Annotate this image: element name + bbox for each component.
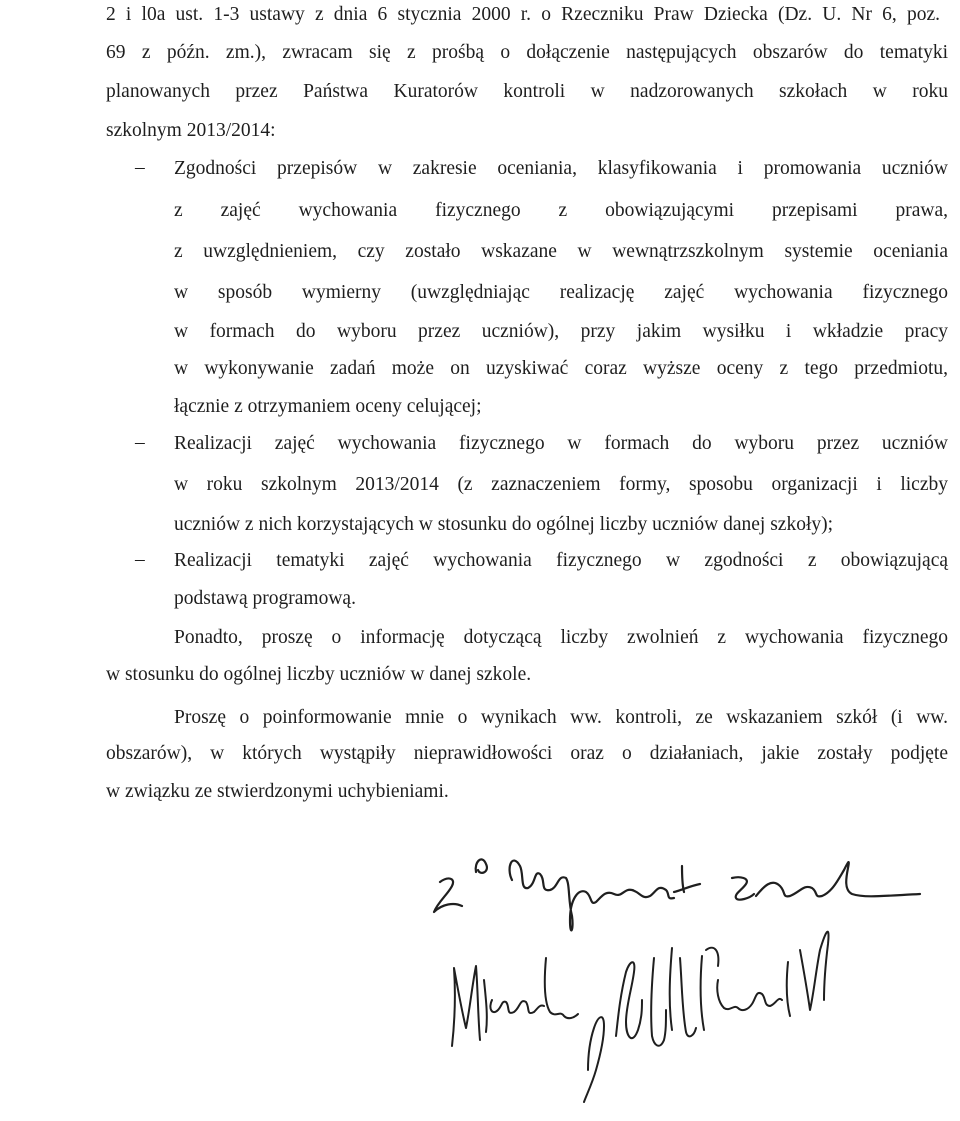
list-item-line: łącznie z otrzymaniem oceny celującej; (174, 396, 482, 417)
list-item-line: w sposób wymierny (uwzględniając realizację zajęć wychowania fizycznego (174, 282, 948, 303)
text-line: obszarów), w których wystąpiły nieprawidłowości oraz o działaniach, jakie zostały podjęte (106, 743, 948, 764)
list-item-line: w wykonywanie zadań może on uzyskiwać coraz wyższe oceny z tego przedmiotu, (174, 358, 948, 379)
list-item-line: w roku szkolnym 2013/2014 (z zaznaczeniem formy, sposobu organizacji i liczby (174, 474, 948, 495)
text-line: w związku ze stwierdzonymi uchybieniami. (106, 781, 449, 802)
list-bullet: – (135, 549, 145, 570)
list-item-line: podstawą programową. (174, 588, 356, 609)
list-item-line: z uwzględnieniem, czy zostało wskazane w wewnątrzszkolnym systemie oceniania (174, 241, 948, 262)
list-item-line: Realizacji zajęć wychowania fizycznego w formach do wyboru przez uczniów (174, 433, 948, 454)
text-line: Proszę o poinformowanie mnie o wynikach ww. kontroli, ze wskazaniem szkół (i ww. (174, 707, 948, 728)
signature-line-name (452, 932, 829, 1102)
list-item-line: w formach do wyboru przez uczniów), przy jakim wysiłku i wkładzie pracy (174, 321, 948, 342)
text-line: w stosunku do ogólnej liczby uczniów w danej szkole. (106, 664, 532, 685)
list-item-line: Zgodności przepisów w zakresie oceniania, klasyfikowania i promowania uczniów (174, 158, 948, 179)
list-bullet: – (135, 432, 145, 453)
text-line: szkolnym 2013/2014: (106, 120, 276, 141)
list-bullet: – (135, 157, 145, 178)
handwritten-signature (420, 840, 940, 1121)
signature-line-upowaznienia (434, 859, 920, 930)
list-item-line: uczniów z nich korzystających w stosunku do ogólnej liczby uczniów danej szkoły); (174, 514, 834, 535)
list-item-line: z zajęć wychowania fizycznego z obowiązującymi przepisami prawa, (174, 200, 948, 221)
text-line: planowanych przez Państwa Kuratorów kontroli w nadzorowanych szkołach w roku (106, 81, 948, 102)
text-line: 69 z późn. zm.), zwracam się z prośbą o dołączenie następujących obszarów do tematyki (106, 42, 948, 63)
text-line: Ponadto, proszę o informację dotyczącą liczby zwolnień z wychowania fizycznego (174, 627, 948, 648)
list-item-line: Realizacji tematyki zajęć wychowania fizycznego w zgodności z obowiązującą (174, 550, 948, 571)
text-line: 2 i l0a ust. 1-3 ustawy z dnia 6 stycznia 2000 r. o Rzeczniku Praw Dziecka (Dz. U. Nr 6, poz. (106, 4, 940, 25)
